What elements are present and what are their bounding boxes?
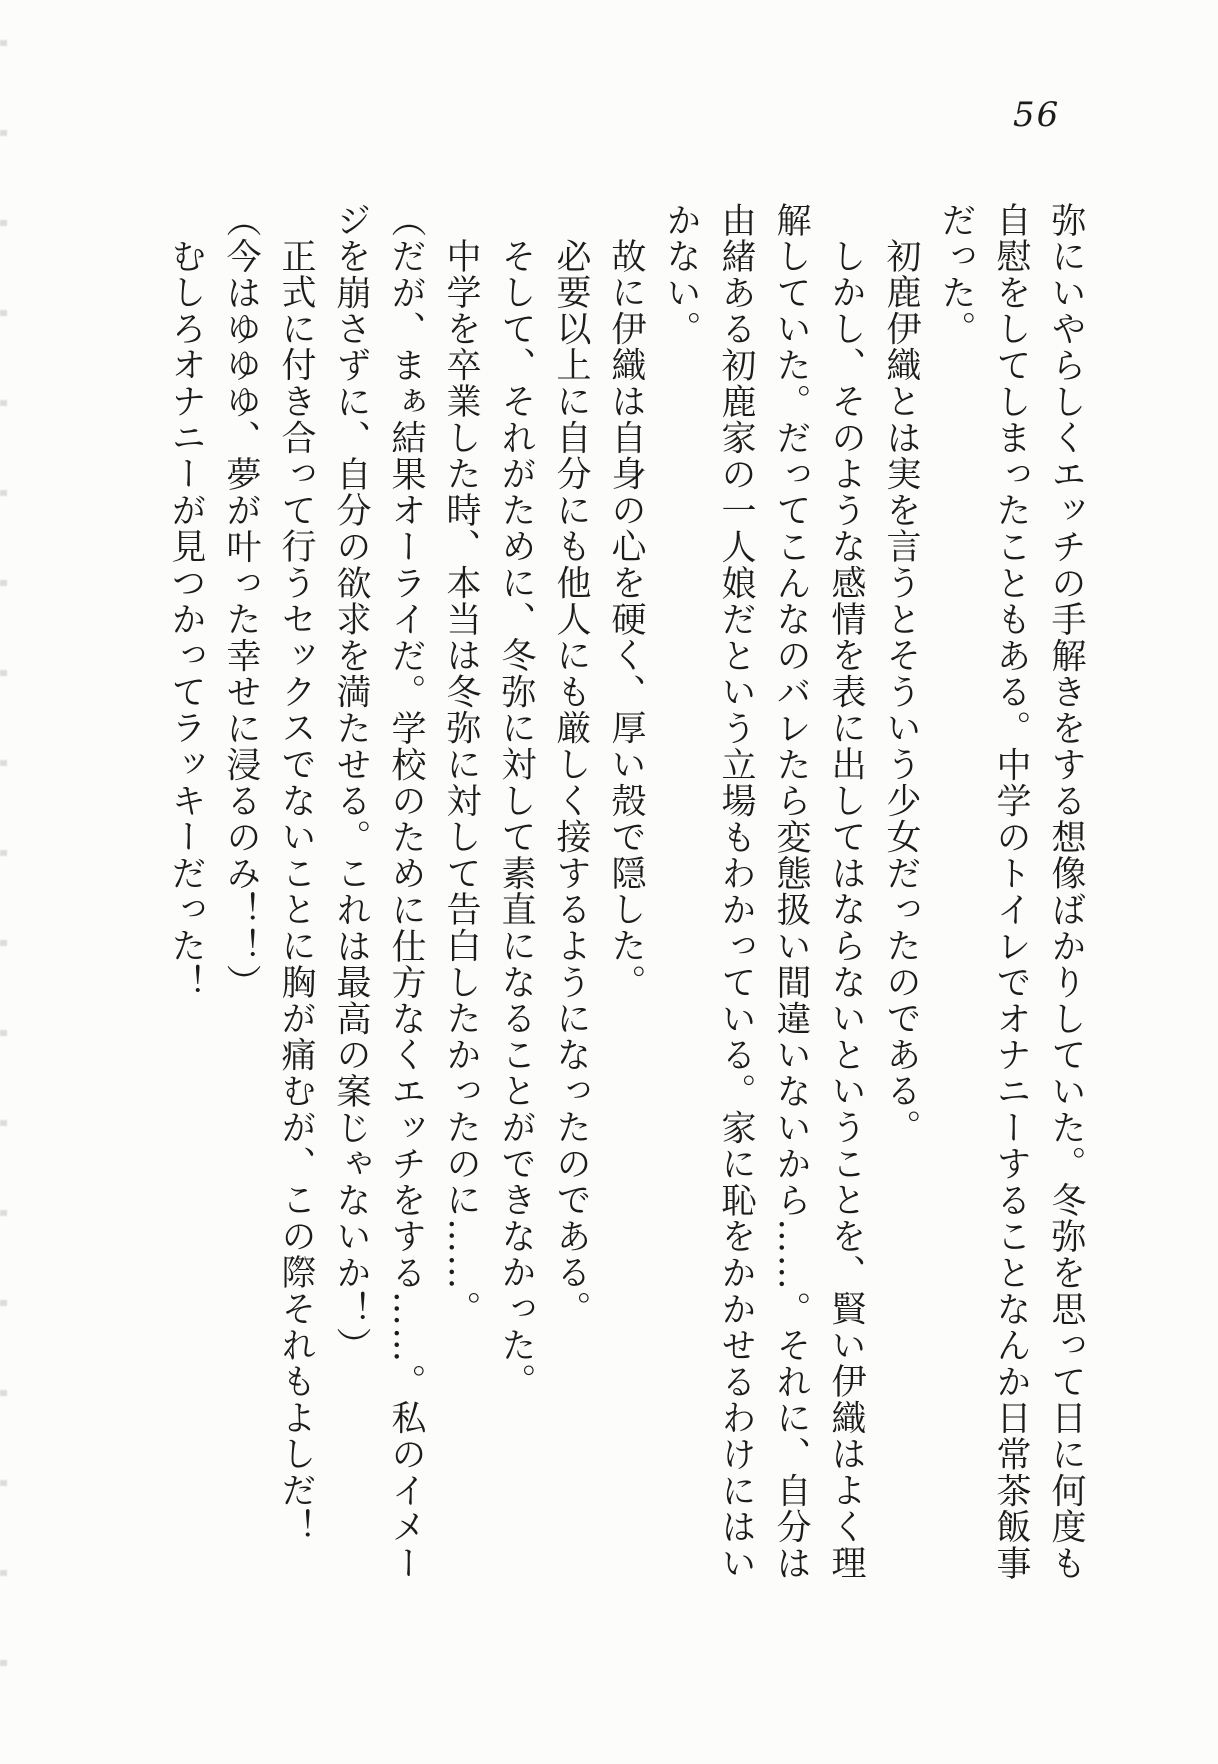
paragraph: むしろオナニーが見つかってラッキーだった！	[166, 238, 206, 1001]
paragraph: 初鹿伊織とは実を言うとそういう少女だったのである。	[881, 238, 921, 1146]
paragraph: （だが、まぁ結果オーライだ。学校のために仕方なくエッチをする……。私のイメージを崩さずに、自分の欲求を満たせる。これは最高の案じゃないか！）	[331, 202, 426, 1582]
paragraph: 弥にいやらしくエッチの手解きをする想像ばかりしていた。冬弥を思って日に何度も自慰をしてしまったこともある。中学のトイレでオナニーすることなんか日常茶飯事だった。	[936, 202, 1086, 1582]
paragraph: そして、それがために、冬弥に対して素直になることができなかった。	[496, 238, 536, 1400]
paragraph: （今はゆゆゆ、夢が叶った幸せに浸るのみ！！）	[221, 202, 261, 1001]
paragraph: しかし、そのような感情を表に出してはならないということを、賢い伊織はよく理解していた。だってこんなのバレたら変態扱い間違いないから……。それに、自分は由緒ある初鹿家の一人娘だという立場もわかっている。家に恥をかかせるわけにはいかない。	[661, 202, 866, 1582]
paragraph: 故に伊織は自身の心を硬く、厚い殻で隠した。	[606, 238, 646, 1001]
text-block	[153, 202, 1093, 1600]
paragraph: 正式に付き合って行うセックスでないことに胸が痛むが、この際それもよしだ！	[276, 238, 316, 1545]
paragraph: 必要以上に自分にも他人にも厳しく接するようになったのである。	[551, 238, 591, 1327]
scan-artifacts	[0, 40, 7, 1720]
paragraph: 中学を卒業した時、本当は冬弥に対して告白したかったのに……。	[441, 238, 481, 1327]
page-number: 56	[1013, 95, 1061, 135]
